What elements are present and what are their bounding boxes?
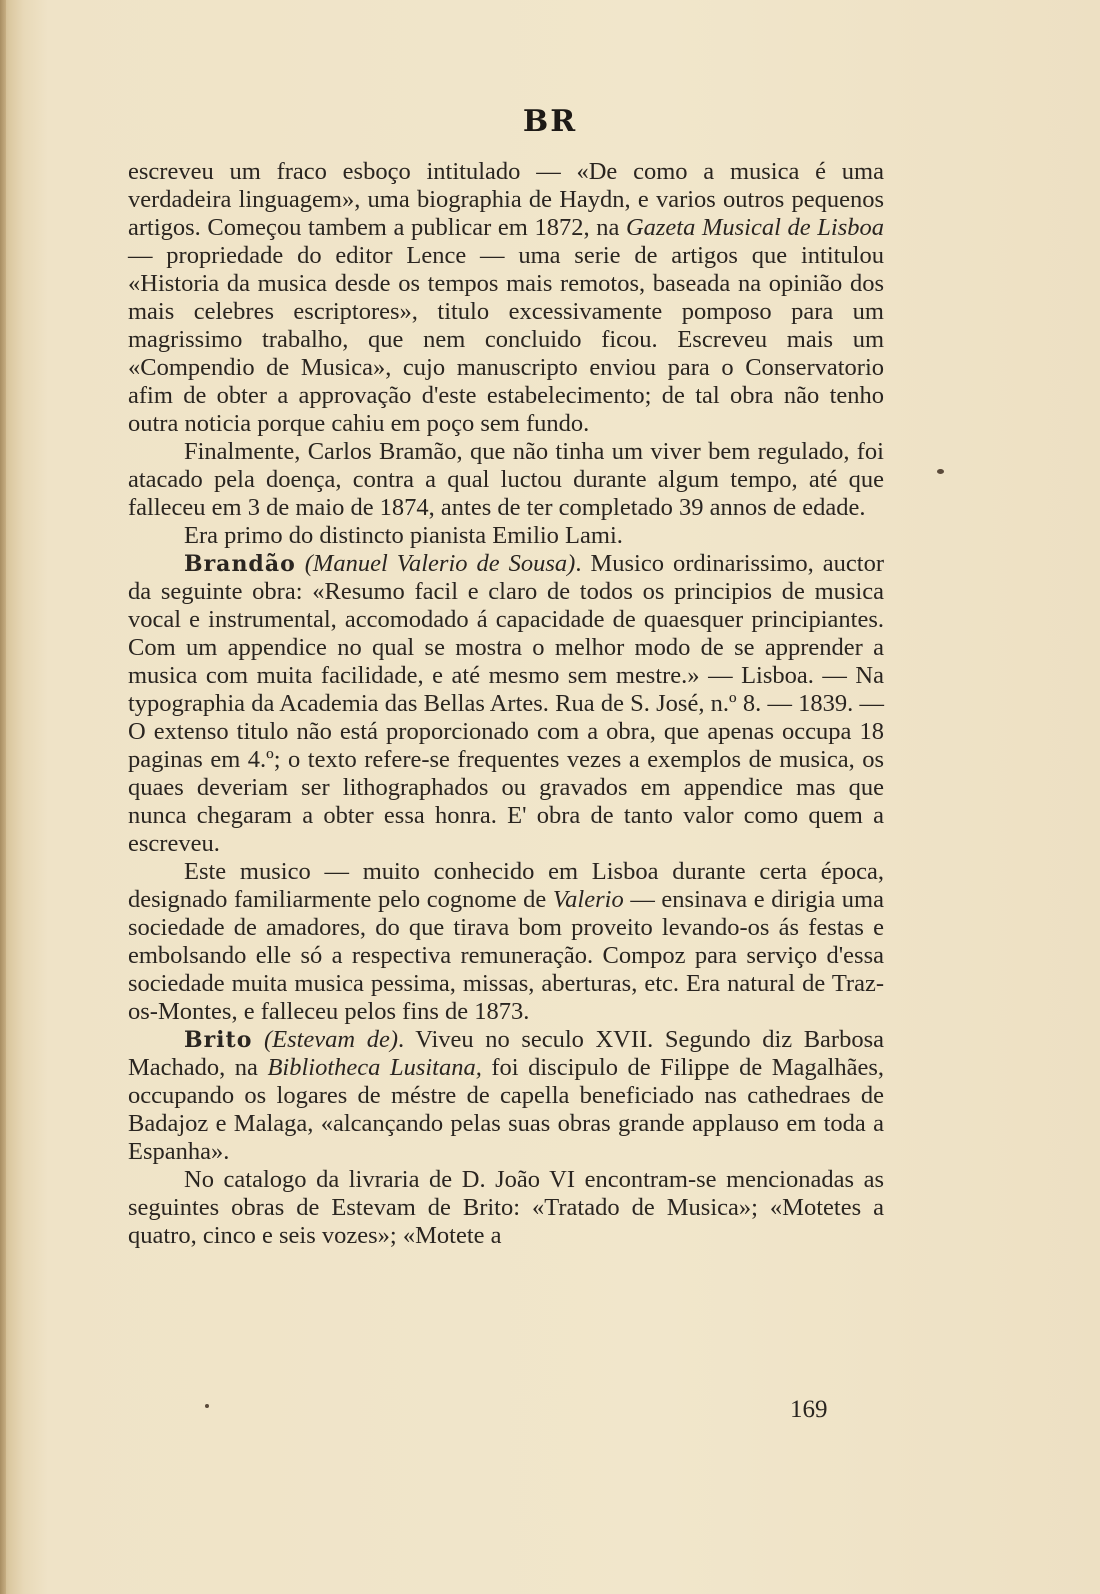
text-run: foi discipulo de Filippe de Magalhães, occupando os logares de méstre de capella beneficiado nas cathedraes de Badajoz e Malaga, «alcançando pelas suas obras grande applauso em toda a Espanha». (128, 1054, 884, 1165)
paragraph (128, 858, 884, 1026)
paragraph (128, 1026, 884, 1166)
binding-edge (0, 0, 6, 1594)
text-run: escreveu um fraco esboço intitulado — «De como a musica é uma verdadeira linguagem», uma biographia de Haydn, e varios outros pequenos artigos. Começou tambem a publicar em 1872, na (128, 158, 884, 241)
italic-text: (Manuel Valerio de Sousa) (304, 550, 576, 577)
text-run (296, 550, 305, 577)
italic-text: Valerio (552, 886, 624, 913)
text-run: No catalogo da livraria de D. João VI encontram-se mencionadas as seguintes obras de Estevam de Brito: «Tratado de Musica»; «Motetes a quatro, cinco e seis vozes»; «Motete a (128, 1166, 884, 1249)
ink-speck (205, 1404, 209, 1408)
paragraph (128, 158, 884, 438)
text-run (252, 1026, 264, 1053)
text-run: — ensinava e dirigia uma sociedade de amadores, do que tirava bom proveito levando-os ás festas e embolsando elle só a respectiva remuneração. Compoz para serviço d'essa sociedade muita musica pessima, missas, aberturas, etc. Era natural de Traz-os-Montes, e falleceu pelos fins de 1873. (128, 886, 884, 1025)
italic-text: Gazeta Musical de Lisboa (625, 214, 884, 241)
paragraph (128, 550, 884, 858)
page-number: 169 (790, 1396, 828, 1423)
text-run: — propriedade do editor Lence — uma serie de artigos que intitulou «Historia da musica desde os tempos mais remotos, baseada na opinião dos mais celebres escriptores», titulo excessivamente pomposo para um magrissimo trabalho, que nem concluido ficou. Escreveu mais um «Compendio de Musica», cujo manuscripto enviou para o Conservatorio afim de obter a approvação d'este estabelecimento; de tal obra não tenho outra noticia porque cahiu em poço sem fundo. (128, 242, 884, 437)
text-run: Era primo do distincto pianista Emilio Lami. (184, 522, 623, 549)
text-run: Finalmente, Carlos Bramão, que não tinha um viver bem regulado, foi atacado pela doença, contra a qual luctou durante algum tempo, até que falleceu em 3 de maio de 1874, antes de ter completado 39 annos de edade. (128, 438, 884, 521)
entry-heading: Brandão (184, 551, 296, 577)
text-run: . Viveu no seculo XVII. Segundo diz Barbosa Machado, na (128, 1026, 885, 1081)
paragraph (128, 438, 884, 522)
entry-heading: Brito (184, 1027, 253, 1053)
body-text (128, 158, 884, 1250)
paragraph (128, 522, 884, 550)
ink-speck (937, 469, 944, 474)
running-header: BR (522, 104, 578, 139)
text-run: Este musico — muito conhecido em Lisboa durante certa época, designado familiarmente pelo cognome de (128, 858, 884, 913)
paragraph (128, 1166, 884, 1250)
italic-text: Bibliotheca Lusitana, (267, 1054, 482, 1081)
text-run: . Musico ordinarissimo, auctor da seguinte obra: «Resumo facil e claro de todos os principios de musica vocal e instrumental, accomodado á capacidade de quaesquer principiantes. Com um appendice no qual se mostra o melhor modo de se apprender a musica com muita facilidade, e até mesmo sem mestre.» — Lisboa. — Na typographia da Academia das Bellas Artes. Rua de S. José, n.º 8. — 1839. — O extenso titulo não está proporcionado com a obra, que apenas occupa 18 paginas em 4.º; o texto refere-se frequentes vezes a exemplos de musica, os quaes deveriam ser lithographados ou gravados em appendice mas que nunca chegaram a obter essa honra. E' obra de tanto valor como quem a escreveu. (128, 550, 885, 857)
italic-text: (Estevam de) (263, 1026, 398, 1053)
